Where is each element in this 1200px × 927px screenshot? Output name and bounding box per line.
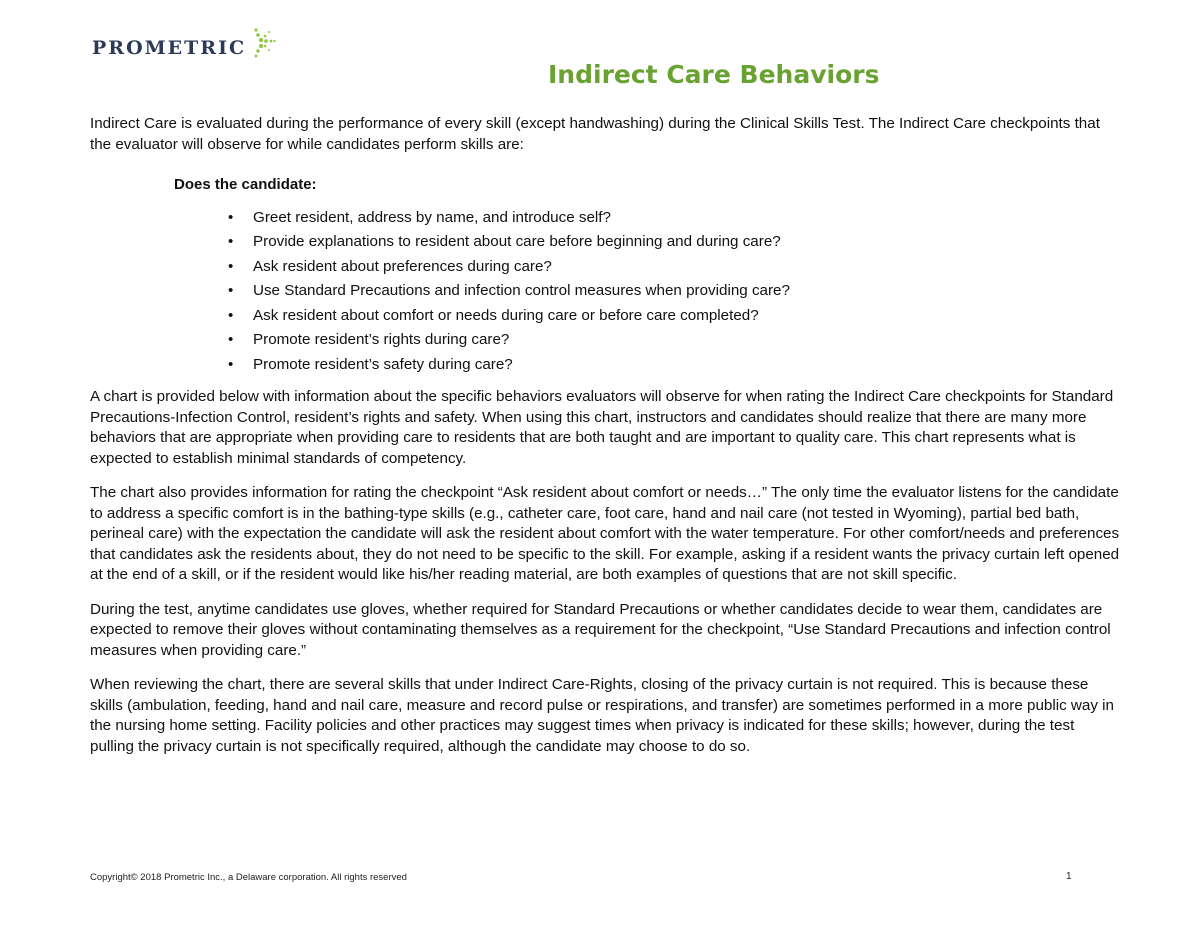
checkpoint-subheading: Does the candidate: xyxy=(174,176,317,193)
list-item: • Ask resident about preferences during care? xyxy=(228,255,1120,280)
prometric-logo xyxy=(92,30,276,65)
gloves-paragraph: During the test, anytime candidates use gloves, whether required for Standard Precautions or whether candidates decide to wear them, candidates are expected to remove their gloves without contaminating themselves as a requirement for the checkpoint, “Use Standard Precautions and infection control measures when providing care.” xyxy=(90,600,1111,659)
logo-text: PROMETRIC xyxy=(92,36,247,59)
page-number: 1 xyxy=(1066,871,1072,882)
starburst-icon xyxy=(250,26,276,65)
list-item: • Greet resident, address by name, and introduce self? xyxy=(228,206,1120,231)
list-item: • Ask resident about comfort or needs during care or before care completed? xyxy=(228,304,1120,329)
list-item: • Provide explanations to resident about care before beginning and during care? xyxy=(228,230,1120,255)
privacy-paragraph: When reviewing the chart, there are several skills that under Indirect Care-Rights, closing of the privacy curtain is not required. This is because these skills (ambulation, feeding, hand and nail care, measure and record pulse or respirations, and transfer) are sometimes performed in a more public way in the nursing home setting. Facility policies and other practices may suggest times when privacy is indicated for these skills; however, during the test pulling the privacy curtain is not specifically required, although the candidate may choose to do so. xyxy=(90,676,1114,755)
footer-copyright: Copyright© 2018 Prometric Inc., a Delaware corporation. All rights reserved xyxy=(90,872,407,883)
comfort-paragraph: The chart also provides information for rating the checkpoint “Ask resident about comfort or needs…” The only time the evaluator listens for the candidate to address a specific comfort is in the bathing-type skills (e.g., catheter care, foot care, hand and nail care (not tested in Wyoming), partial bed bath, perineal care) with the expectation the candidate will ask the resident about comfort with the water temperature. For other comfort/needs and preferences that candidates ask the residents about, they do not need to be specific to the skill. For example, asking if a resident wants the privacy curtain left opened at the end of a skill, or if the resident would like his/her reading material, are both examples of questions that are not skill specific. xyxy=(90,484,1120,583)
page-title: Indirect Care Behaviors xyxy=(548,60,880,89)
intro-paragraph: Indirect Care is evaluated during the performance of every skill (except handwashing) during the Clinical Skills Test. The Indirect Care checkpoints that the evaluator will observe for while candidates perform skills are: xyxy=(90,115,1100,153)
list-item: • Use Standard Precautions and infection control measures when providing care? xyxy=(228,279,1120,304)
checkpoint-list xyxy=(90,206,1120,378)
chart-info-paragraph: A chart is provided below with information about the specific behaviors evaluators will observe for when rating the Indirect Care checkpoints for Standard Precautions-Infection Control, resident’s rights and safety. When using this chart, instructors and candidates should realize that there are many more behaviors that are appropriate when providing care to residents that are both taught and are important to quality care. This chart represents what is expected to establish minimal standards of competency. xyxy=(90,388,1114,467)
list-item: • Promote resident’s safety during care? xyxy=(228,353,1120,378)
document-body xyxy=(90,114,1120,771)
list-item: • Promote resident’s rights during care? xyxy=(228,328,1120,353)
